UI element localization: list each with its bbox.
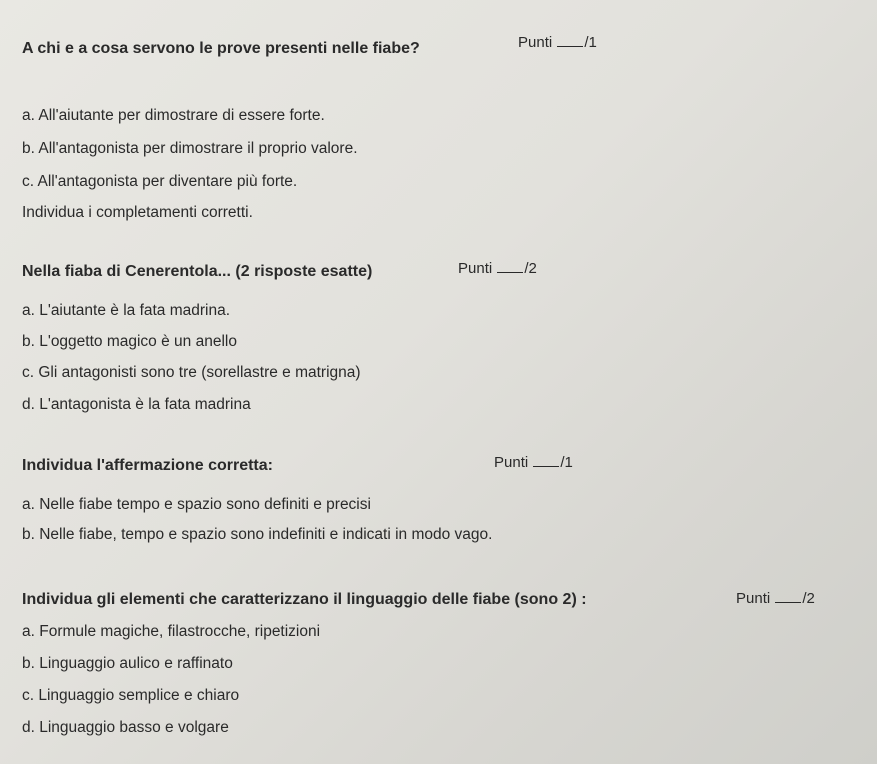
question-2-option-d: d. L'antagonista è la fata madrina bbox=[22, 396, 251, 413]
question-1-option-c: c. All'antagonista per diventare più forte. bbox=[22, 173, 298, 190]
question-4-title: Individua gli elementi che caratterizzano il linguaggio delle fiabe (sono 2) : bbox=[22, 591, 587, 608]
punti-score: /1 bbox=[560, 454, 573, 471]
question-1-option-a: a. All'aiutante per dimostrare di essere forte. bbox=[22, 107, 325, 124]
punti-label: Punti bbox=[736, 590, 771, 607]
question-4-option-a: a. Formule magiche, filastrocche, ripetizioni bbox=[22, 623, 321, 640]
punti-label: Punti bbox=[458, 260, 493, 277]
question-1-title: A chi e a cosa servono le prove presenti nelle fiabe? bbox=[22, 40, 420, 57]
punti-score: /1 bbox=[584, 34, 597, 51]
question-2-option-c: c. Gli antagonisti sono tre (sorellastre e matrigna) bbox=[22, 364, 361, 381]
question-1-score bbox=[518, 34, 597, 51]
question-2-option-a: a. L'aiutante è la fata madrina. bbox=[22, 302, 231, 319]
question-4-score bbox=[736, 590, 815, 607]
score-blank bbox=[557, 45, 583, 47]
punti-score: /2 bbox=[802, 590, 815, 607]
question-2-title: Nella fiaba di Cenerentola... (2 risposte esatte) bbox=[22, 263, 373, 280]
question-3-option-b: b. Nelle fiabe, tempo e spazio sono indefiniti e indicati in modo vago. bbox=[22, 526, 493, 543]
question-2-score bbox=[458, 260, 537, 277]
question-2-option-b: b. L'oggetto magico è un anello bbox=[22, 333, 237, 350]
score-blank bbox=[497, 271, 523, 273]
question-4-option-b: b. Linguaggio aulico e raffinato bbox=[22, 655, 233, 672]
question-3-option-a: a. Nelle fiabe tempo e spazio sono definiti e precisi bbox=[22, 496, 371, 513]
question-4-option-c: c. Linguaggio semplice e chiaro bbox=[22, 687, 240, 704]
punti-score: /2 bbox=[524, 260, 537, 277]
question-1-option-b: b. All'antagonista per dimostrare il proprio valore. bbox=[22, 140, 358, 157]
question-1-instruction: Individua i completamenti corretti. bbox=[22, 204, 253, 221]
punti-label: Punti bbox=[494, 454, 529, 471]
punti-label: Punti bbox=[518, 34, 553, 51]
question-3-score bbox=[494, 454, 573, 471]
score-blank bbox=[775, 601, 801, 603]
score-blank bbox=[533, 465, 559, 467]
question-3-title: Individua l'affermazione corretta: bbox=[22, 457, 273, 474]
question-4-option-d: d. Linguaggio basso e volgare bbox=[22, 719, 229, 736]
